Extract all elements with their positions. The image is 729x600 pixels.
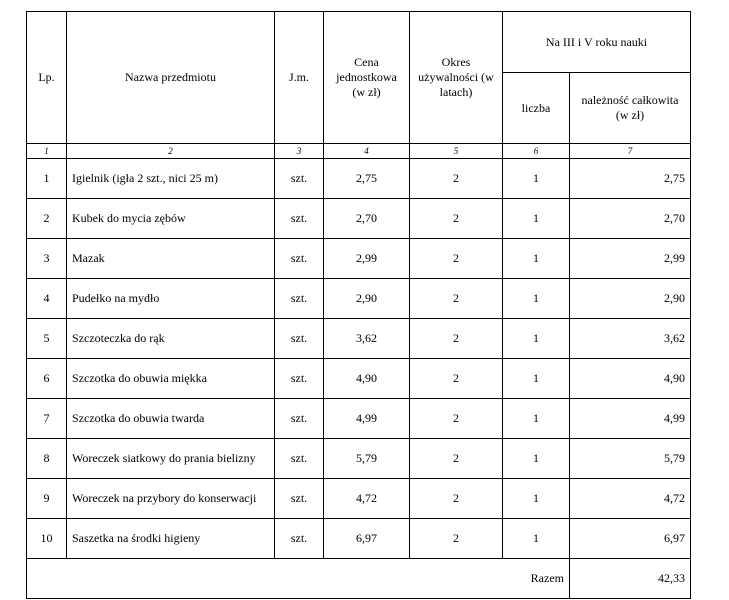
cell-nazwa: Woreczek na przybory do konserwacji [67, 479, 275, 519]
header-liczba: liczba [503, 73, 570, 144]
cell-cena: 3,62 [324, 319, 410, 359]
total-label: Razem [27, 559, 570, 599]
column-number: 6 [503, 144, 570, 159]
table-row [27, 159, 691, 199]
cell-naleznosc: 3,62 [570, 319, 691, 359]
cell-naleznosc: 2,99 [570, 239, 691, 279]
cell-nazwa: Woreczek siatkowy do prania bielizny [67, 439, 275, 479]
cell-naleznosc: 4,72 [570, 479, 691, 519]
cell-cena: 2,75 [324, 159, 410, 199]
header-lp: Lp. [27, 12, 67, 144]
header-jm: J.m. [275, 12, 324, 144]
table-row [27, 199, 691, 239]
cell-naleznosc: 2,90 [570, 279, 691, 319]
cell-lp: 2 [27, 199, 67, 239]
cell-liczba: 1 [503, 159, 570, 199]
table-row [27, 319, 691, 359]
cell-okres: 2 [410, 239, 503, 279]
cell-naleznosc: 6,97 [570, 519, 691, 559]
table-row [27, 359, 691, 399]
header-cena: Cena jednostkowa (w zł) [324, 12, 410, 144]
cell-lp: 10 [27, 519, 67, 559]
cell-nazwa: Kubek do mycia zębów [67, 199, 275, 239]
table-body [27, 159, 691, 559]
cell-liczba: 1 [503, 519, 570, 559]
cell-cena: 2,99 [324, 239, 410, 279]
cell-cena: 4,72 [324, 479, 410, 519]
table-row [27, 439, 691, 479]
cell-naleznosc: 4,99 [570, 399, 691, 439]
cell-okres: 2 [410, 199, 503, 239]
cell-nazwa: Szczotka do obuwia twarda [67, 399, 275, 439]
column-number: 2 [67, 144, 275, 159]
cell-okres: 2 [410, 479, 503, 519]
column-number: 5 [410, 144, 503, 159]
table-row [27, 239, 691, 279]
cell-naleznosc: 5,79 [570, 439, 691, 479]
cell-okres: 2 [410, 439, 503, 479]
cell-naleznosc: 4,90 [570, 359, 691, 399]
cell-jm: szt. [275, 439, 324, 479]
cell-nazwa: Szczoteczka do rąk [67, 319, 275, 359]
cell-cena: 4,99 [324, 399, 410, 439]
total-value: 42,33 [570, 559, 691, 599]
header-row [27, 12, 691, 73]
cell-jm: szt. [275, 359, 324, 399]
header-okres: Okres używalności (w latach) [410, 12, 503, 144]
cell-nazwa: Igielnik (igła 2 szt., nici 25 m) [67, 159, 275, 199]
cell-liczba: 1 [503, 319, 570, 359]
cell-cena: 5,79 [324, 439, 410, 479]
header-naleznosc: należność całkowita (w zł) [570, 73, 691, 144]
cell-okres: 2 [410, 359, 503, 399]
cell-lp: 6 [27, 359, 67, 399]
column-number: 1 [27, 144, 67, 159]
table-row [27, 279, 691, 319]
cell-liczba: 1 [503, 359, 570, 399]
cell-jm: szt. [275, 199, 324, 239]
cell-lp: 7 [27, 399, 67, 439]
table-row [27, 519, 691, 559]
column-number: 4 [324, 144, 410, 159]
cell-jm: szt. [275, 519, 324, 559]
cell-liczba: 1 [503, 399, 570, 439]
cell-naleznosc: 2,75 [570, 159, 691, 199]
cell-cena: 2,70 [324, 199, 410, 239]
cell-cena: 6,97 [324, 519, 410, 559]
cell-liczba: 1 [503, 199, 570, 239]
cell-jm: szt. [275, 399, 324, 439]
cell-lp: 5 [27, 319, 67, 359]
column-number-row [27, 144, 691, 159]
header-group: Na III i V roku nauki [503, 12, 691, 73]
cell-liczba: 1 [503, 439, 570, 479]
cell-nazwa: Szczotka do obuwia miękka [67, 359, 275, 399]
cell-lp: 9 [27, 479, 67, 519]
cell-okres: 2 [410, 319, 503, 359]
cell-lp: 8 [27, 439, 67, 479]
table-row [27, 479, 691, 519]
cell-liczba: 1 [503, 279, 570, 319]
cell-jm: szt. [275, 479, 324, 519]
items-table [26, 11, 691, 599]
total-row [27, 559, 691, 599]
cell-liczba: 1 [503, 479, 570, 519]
cell-jm: szt. [275, 279, 324, 319]
cell-lp: 1 [27, 159, 67, 199]
cell-okres: 2 [410, 279, 503, 319]
cell-jm: szt. [275, 319, 324, 359]
cell-okres: 2 [410, 159, 503, 199]
header-nazwa: Nazwa przedmiotu [67, 12, 275, 144]
cell-nazwa: Saszetka na środki higieny [67, 519, 275, 559]
cell-naleznosc: 2,70 [570, 199, 691, 239]
cell-jm: szt. [275, 239, 324, 279]
cell-okres: 2 [410, 519, 503, 559]
table-row [27, 399, 691, 439]
cell-liczba: 1 [503, 239, 570, 279]
cell-nazwa: Mazak [67, 239, 275, 279]
cell-cena: 4,90 [324, 359, 410, 399]
column-number: 3 [275, 144, 324, 159]
cell-jm: szt. [275, 159, 324, 199]
cell-cena: 2,90 [324, 279, 410, 319]
cell-nazwa: Pudełko na mydło [67, 279, 275, 319]
cell-okres: 2 [410, 399, 503, 439]
column-number: 7 [570, 144, 691, 159]
cell-lp: 4 [27, 279, 67, 319]
cell-lp: 3 [27, 239, 67, 279]
